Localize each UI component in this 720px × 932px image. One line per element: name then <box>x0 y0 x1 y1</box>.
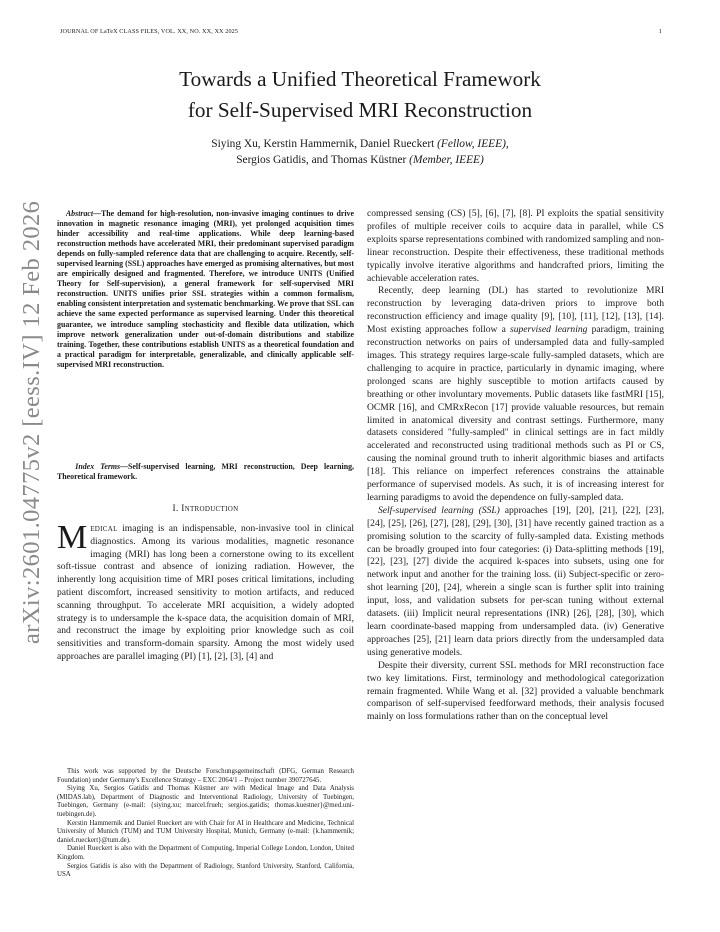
intro-body: imaging is an indispensable, non-invasive tool in clinical diagnostics. Among its various modalities, magnetic resonance imaging (MRI) has long been a cornerstone owing to its excellent soft-tissue contrast and absence of ionizing radiation. However, the inherently long acquisition time of MRI poses critical limitations, including patient discomfort, increased sensitivity to motion artifacts, and reduced scanning throughput. To accelerate MRI acquisition, a widely adopted strategy is to undersample the k-space data, the acquisition domain of MRI, and reconstruct the image by exploiting prior knowledge such as coil sensitivities and transform-domain sparsity. Among the most widely used approaches are parallel imaging (PI) [1], [2], [3], [4] and <box>57 523 354 662</box>
abstract-text: —The demand for high-resolution, non-invasive imaging continues to drive innovation in magnetic resonance imaging (MRI), yet prolonged acquisition times hinder accessibility and real-time applications. While deep learning-based reconstruction methods have accelerated MRI, their predominant supervised paradigm depends on fully-sampled reference data that are challenging to acquire. Recently, self-supervised learning (SSL) approaches have emerged as promising alternatives, but most are empirically designed and fragmented. Therefore, we introduce UNITS (Unified Theory for Self-supervision), a general framework for self-supervised MRI reconstruction. UNITS unifies prior SSL strategies within a common formalism, enabling consistent interpretation and systematic benchmarking. We prove that SSL can achieve the same expected performance as supervised learning. Under this theoretical guarantee, we introduce sampling stochasticity and flexible data utilization, which improve network generalization under out-of-domain distributions and stabilize training. Together, these contributions establish UNITS as a theoretical foundation and a practical paradigm for interpretable, generalizable, and clinically applicable self-supervised MRI reconstruction. <box>57 209 355 369</box>
footnote-funding: This work was supported by the Deutsche Forschungsgemeinschaft (DFG, German Research Foundation) under Germany's Excellence Strategy – EXC 2064/1 – Project number 390727645. <box>57 768 354 784</box>
introduction-text <box>57 519 354 664</box>
index-terms-text: —Self-supervised learning, MRI reconstruction, Deep learning, Theoretical framework. <box>57 462 355 482</box>
drop-cap: M <box>57 519 88 556</box>
p2-emph: supervised learning <box>510 324 588 336</box>
author-line-2 <box>80 152 640 168</box>
journal-name: JOURNAL OF LaTeX CLASS FILES, VOL. XX, NO. XX, XX 2025 <box>60 28 239 35</box>
arxiv-id-text: arXiv:2601.04775v2 [eess.IV] 12 Feb 2026 <box>18 200 45 644</box>
abstract-label: Abstract <box>65 209 94 218</box>
authors-1-role: (Fellow, IEEE), <box>437 138 509 150</box>
footnotes <box>57 768 354 880</box>
footnote-affiliation-3: Daniel Rueckert is also with the Department of Computing, Imperial College London, London, United Kingdom. <box>57 845 354 861</box>
authors-2: Sergios Gatidis, and Thomas Küstner <box>236 154 410 166</box>
paragraph-cs: compressed sensing (CS) [5], [6], [7], [8]. PI exploits the spatial sensitivity profiles of multiple receiver coils to acquire data in parallel, while CS exploits sparse representations combined with randomized sampling and non-linear reconstruction. Despite their effectiveness, these traditional methods typically involve iterative algorithms and handcrafted priors, limiting the achievable acceleration rates. <box>367 208 664 284</box>
paper-title <box>80 64 640 126</box>
paragraph-ssl <box>367 505 664 660</box>
author-line-1 <box>80 136 640 152</box>
author-list <box>80 136 640 168</box>
p3-b: approaches [19], [20], [21], [22], [23], [24], [25], [26], [27], [28], [29], [30], [31] have recently gained traction as a promising solution to the scarcity of fully-sampled data. Existing methods can be broadly grouped into four categories: (i) Data-splitting methods [19], [22], [23], [27] divide the acquired k-spaces into subsets, using one for network input and another for the training loss. (ii) Subject-specific or zero-shot learning [20], [24], wherein a single scan is further split into training input, loss, and validation subsets for per-scan tuning without external datasets. (iii) Implicit neural representations (INR) [26], [28], [30], which learn coordinate-based mapping from undersampled data. (iv) Generative approaches [25], [21] learn data priors directly from the undersampled data using generative models. <box>367 504 665 658</box>
paragraph-dl <box>367 285 664 504</box>
p2-a: Recently, deep learning (DL) has started to revolutionize MRI reconstruction by leveraging data-driven priors to improve both reconstruction efficiency and image quality [9], [10], [11], [12], [13], [14]. Most existing approaches follow a <box>367 285 664 336</box>
title-line-1: Towards a Unified Theoretical Framework <box>179 67 541 91</box>
authors-1: Siying Xu, Kerstin Hammernik, Daniel Rueckert <box>211 138 438 150</box>
abstract <box>57 209 354 370</box>
running-header <box>60 28 662 40</box>
section-heading: I. Introduction <box>172 504 239 514</box>
footnote-affiliation-2: Kerstin Hammernik and Daniel Rueckert are with Chair for AI in Healthcare and Medicine, Technical University of Munich (TUM) and TUM University Hospital, Munich, Germany (e-mail: {k.hammernik; daniel.rueckert}@tum.de). <box>57 819 354 844</box>
authors-2-role: (Member, IEEE) <box>409 154 484 166</box>
intro-cap-rest: edical <box>90 523 118 534</box>
p2-b: paradigm, training reconstruction networks on pairs of undersampled data and fully-sampled images. This strategy requires large-scale fully-sampled datasets, which are challenging to acquire in practice, particularly in dynamic imaging, where prolonged scans are highly susceptible to motion artifacts caused by breathing or other involuntary movements. Public datasets like fastMRI [15], OCMR [16], and CMRxRecon [17] provide valuable resources, but remain limited in anatomical diversity and contrast settings. Furthermore, many datasets considered "fully-sampled" in clinical settings are in fact mildly accelerated and reconstructed using traditional methods such as PI or CS, causing the nominal ground truth to inherit algorithmic biases and artifacts [18]. This reliance on imperfect references constrains the attainable performance of supervised models. As such, it is of increasing interest for learning paradigms to avoid the dependence on fully-sampled data. <box>367 324 664 503</box>
title-line-2: for Self-Supervised MRI Reconstruction <box>187 98 533 122</box>
index-terms-label: Index Terms <box>75 462 121 471</box>
footnote-affiliation-1: Siying Xu, Sergios Gatidis and Thomas Küstner are with Medical Image and Data Analysis (MIDAS.lab), Department of Diagnostic and Interventional Radiology, University of Tuebingen, Tuebingen, Germany (e-mail: {siying.xu; marcel.frueh; sergios.gatidis; thomas.kuestner}@med.uni-tuebingen.de). <box>57 785 354 818</box>
page-number: 1 <box>658 28 662 35</box>
footnote-affiliation-4: Sergios Gatidis is also with the Department of Radiology, Stanford University, Stanford, California, USA <box>57 862 354 879</box>
right-column <box>367 208 664 724</box>
index-terms <box>57 462 354 482</box>
p3-emph: Self-supervised learning (SSL) <box>378 504 500 516</box>
paragraph-limitations: Despite their diversity, current SSL methods for MRI reconstruction face two key limitations. First, terminology and methodological categorization remain fragmented. While Wang et al. [32] provided a valuable benchmark comparison of self-supervised feedforward methods, their analysis focused mainly on loss formulations rather than on the conceptual level <box>367 659 664 723</box>
